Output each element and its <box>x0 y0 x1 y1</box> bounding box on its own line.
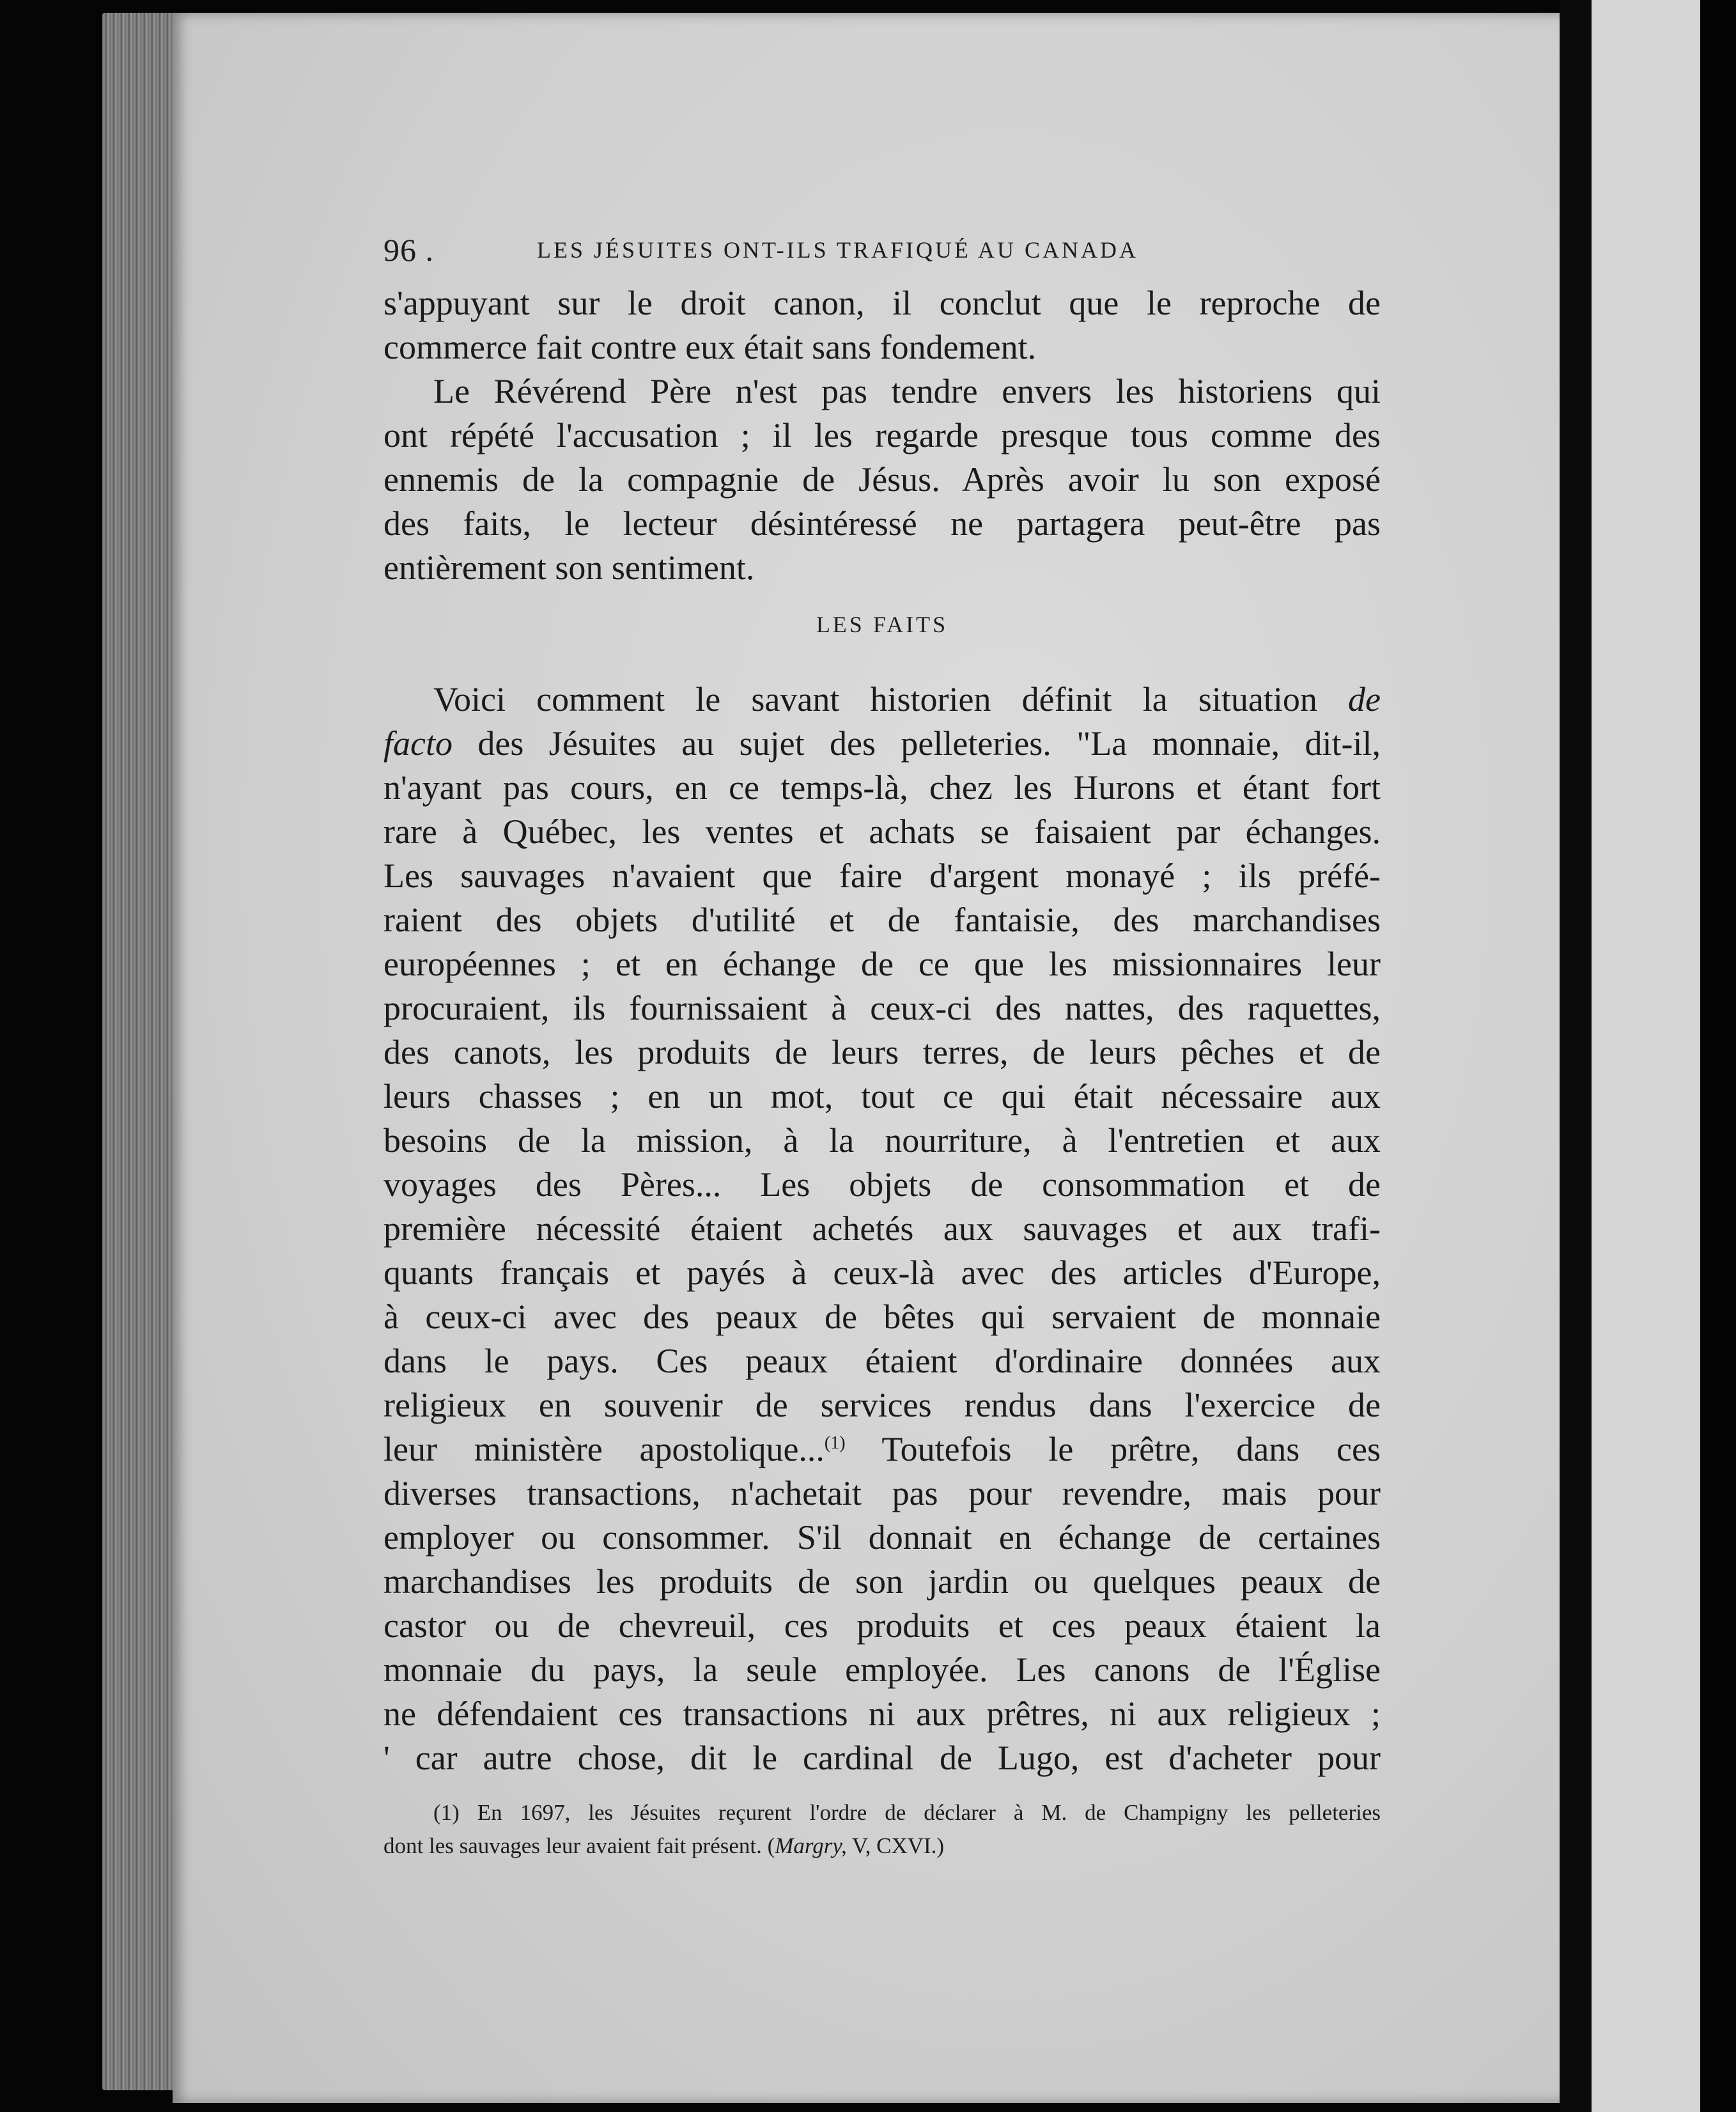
text-line: n'ayant pas cours, en ce temps-là, chez les Hurons et étant fort <box>384 768 1381 807</box>
text-line: leurs chasses ; en un mot, tout ce qui était nécessaire aux <box>384 1077 1381 1115</box>
text-line: commerce fait contre eux était sans fondement. <box>384 328 1037 366</box>
text-line: ' car autre chose, dit le cardinal de Lugo, est d'acheter pour <box>384 1739 1381 1777</box>
text-line: raient des objets d'utilité et de fantaisie, des marchandises <box>384 901 1381 939</box>
footnote-line: (1) En 1697, les Jésuites reçurent l'ordre de déclarer à M. de Champigny les pelleteries <box>433 1800 1381 1825</box>
text-line: besoins de la mission, à la nourriture, à l'entretien et aux <box>384 1121 1381 1160</box>
text-line: des canots, les produits de leurs terres, de leurs pêches et de <box>384 1033 1381 1071</box>
text-line: à ceux-ci avec des peaux de bêtes qui servaient de monnaie <box>384 1298 1381 1336</box>
text-line: marchandises les produits de son jardin ou quelques peaux de <box>384 1562 1381 1601</box>
text-line: diverses transactions, n'achetait pas pour revendre, mais pour <box>384 1474 1381 1512</box>
text-line: castor ou de chevreuil, ces produits et ces peaux étaient la <box>384 1606 1381 1645</box>
footnote <box>384 1796 1381 1863</box>
text-line: Les sauvages n'avaient que faire d'argent monayé ; ils préfé- <box>384 857 1381 895</box>
text-line: entièrement son sentiment. <box>384 548 755 587</box>
text-line: procuraient, ils fournissaient à ceux-ci des nattes, des raquettes, <box>384 989 1381 1027</box>
text-line: rare à Québec, les ventes et achats se faisaient par échanges. <box>384 812 1381 851</box>
running-title: LES JÉSUITES ONT-ILS TRAFIQUÉ AU CANADA <box>537 237 1139 263</box>
text-line: s'appuyant sur le droit canon, il conclut que le reproche de <box>384 284 1381 322</box>
text-line: première nécessité étaient achetés aux sauvages et aux trafi- <box>384 1209 1381 1248</box>
text-line: voyages des Pères... Les objets de consommation et de <box>384 1165 1381 1204</box>
page-number: 96 . <box>384 232 434 268</box>
book-gutter <box>1560 0 1592 2112</box>
text-line: ennemis de la compagnie de Jésus. Après avoir lu son exposé <box>384 460 1381 499</box>
running-header <box>384 231 1381 268</box>
text-line: facto des Jésuites au sujet des pelleteries. "La monnaie, dit-il, <box>384 724 1381 763</box>
text-line: employer ou consommer. S'il donnait en échange de certaines <box>384 1518 1381 1557</box>
facing-page-edge <box>1592 0 1700 2112</box>
scan-border <box>1700 0 1736 2112</box>
footnote-marker: (1) <box>824 1433 846 1453</box>
text-line: quants français et payés à ceux-là avec des articles d'Europe, <box>384 1254 1381 1292</box>
text-line: Le Révérend Père n'est pas tendre envers les historiens qui <box>433 372 1381 410</box>
text-line: ne défendaient ces transactions ni aux prêtres, ni aux religieux ; <box>384 1695 1381 1733</box>
text-line: leur ministère apostolique...$^{(1)}$ Toutefois le prêtre, dans ces <box>384 1430 1381 1468</box>
body-text <box>384 281 1381 1780</box>
text-line: ont répété l'accusation ; il les regarde presque tous comme des <box>384 416 1381 454</box>
section-heading: LES FAITS <box>816 612 949 637</box>
text-line: Voici comment le savant historien définit la situation de <box>433 680 1381 718</box>
text-line: européennes ; et en échange de ce que les missionnaires leur <box>384 945 1381 983</box>
text-line: des faits, le lecteur désintéressé ne partagera peut-être pas <box>384 504 1381 543</box>
text-line: dans le pays. Ces peaux étaient d'ordinaire données aux <box>384 1342 1381 1380</box>
text-line: religieux en souvenir de services rendus dans l'exercice de <box>384 1386 1381 1424</box>
footnote-line: dont les sauvages leur avaient fait présent. (Margry, V, CXVI.) <box>384 1833 945 1858</box>
text-line: monnaie du pays, la seule employée. Les canons de l'Église <box>384 1650 1381 1689</box>
